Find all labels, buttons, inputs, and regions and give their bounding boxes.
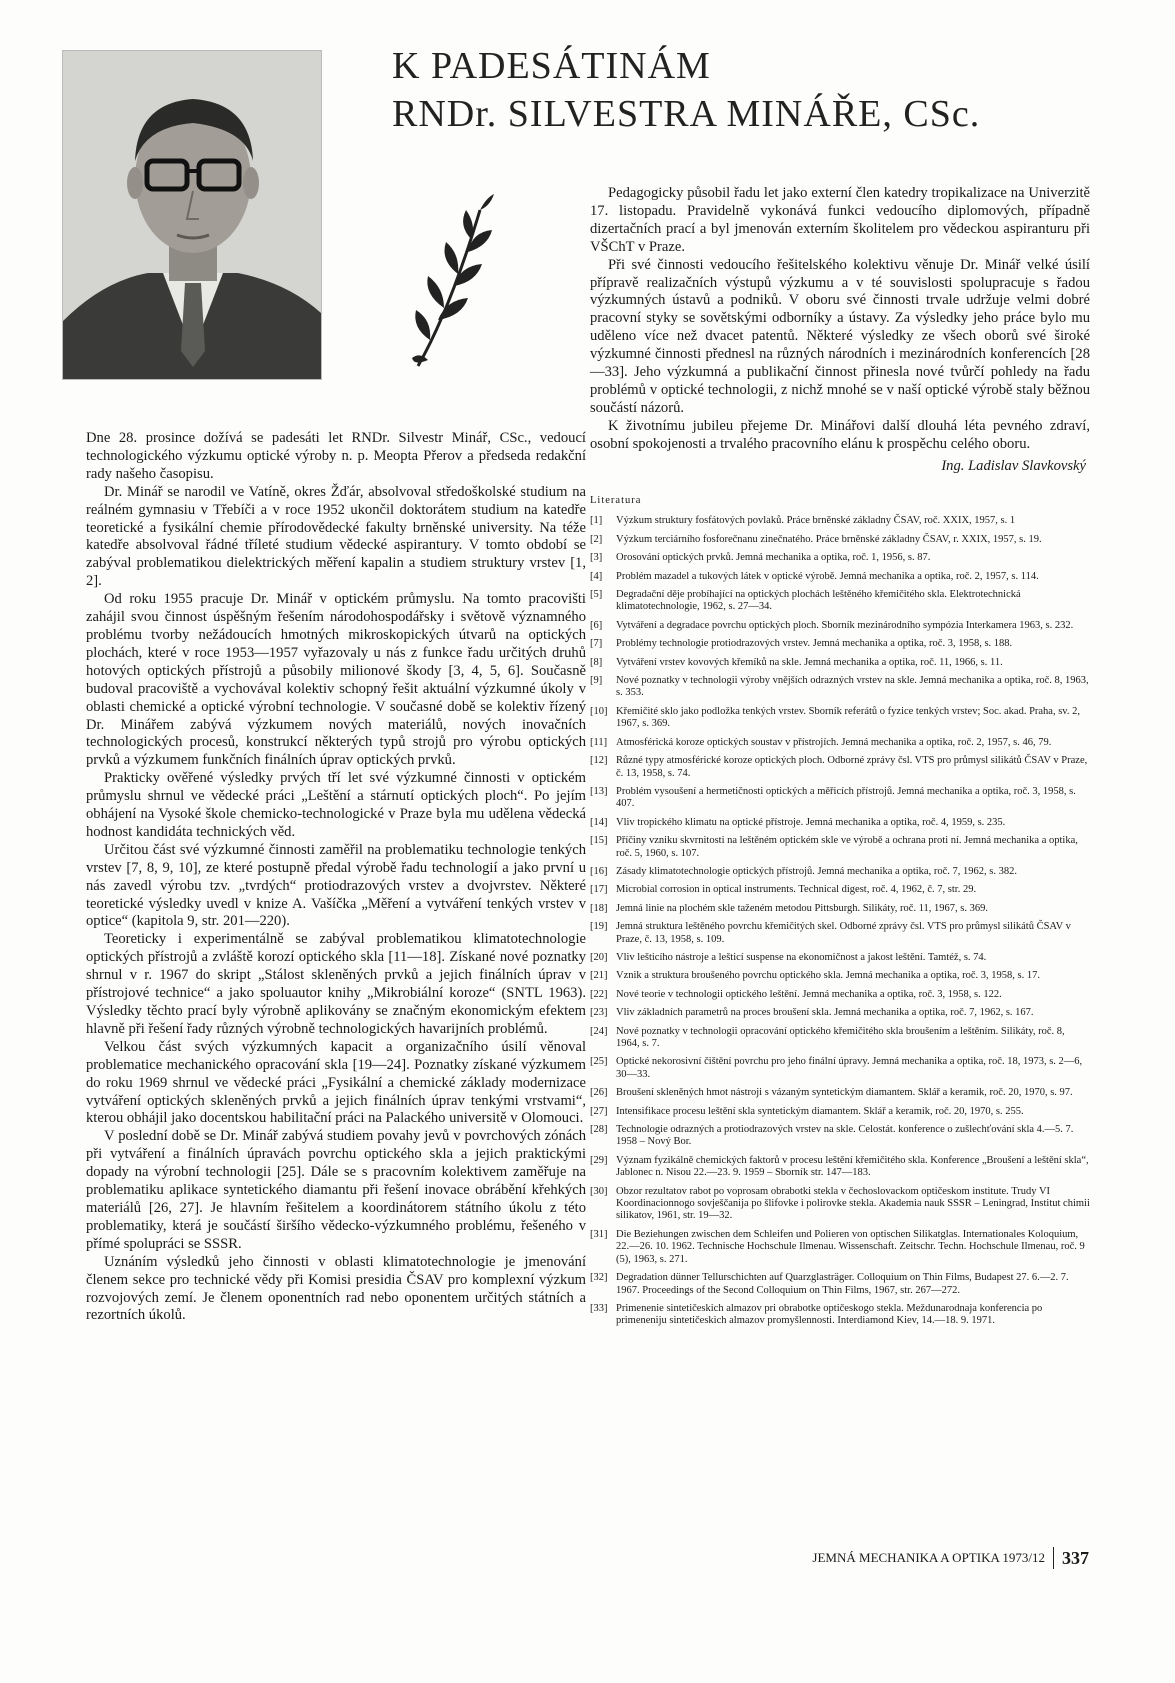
reference-text: Vliv lešticího nástroje a lešticí suspense na ekonomičnost a jakost leštění. Tamtéž, s. 74. (616, 951, 987, 963)
reference-item (590, 1007, 1090, 1019)
reference-item (590, 921, 1090, 946)
reference-number: [12] (590, 755, 608, 767)
reference-text: Problémy technologie protiodrazových vrstev. Jemná mechanika a optika, roč. 3, 1958, s. 188. (616, 638, 1013, 650)
reference-number: [24] (590, 1025, 608, 1037)
reference-text: Jemná struktura leštěného povrchu křemičitých skel. Odborné zprávy čsl. VTS pro průmysl silikátů ČSAV v Praze, č. 13, 1958, s. 109. (616, 921, 1071, 945)
reference-item (590, 589, 1090, 614)
reference-item (590, 989, 1090, 1001)
reference-text: Die Beziehungen zwischen dem Schleifen und Polieren von optischen Silikatglas. Internationales Koloquium, 22.—26. 10. 1962. Technische Hochschule Ilmenau. Wissenschaft. Zeitschr. Techn. Hochschule Ilmenau, roč. 9 (5), 1963, s. 271. (616, 1228, 1085, 1265)
reference-number: [27] (590, 1105, 608, 1117)
reference-text: Degradation dünner Tellurschichten auf Quarzglasträger. Colloquium on Thin Films, Budapest 27. 6.—2. 7. 1967. Proceedings of the Second Colloquium on Thin Films, 1967, str. 267—272. (616, 1272, 1069, 1296)
reference-text: Křemičité sklo jako podložka tenkých vrstev. Sborník referátů o fyzice tenkých vrstev; Soc. akad. Praha, sv. 2, 1967, s. 369. (616, 705, 1080, 730)
body-paragraph: Dr. Minář se narodil ve Vatíně, okres Žďár, absolvoval středoškolské studium na reálném gymnasiu v Třebíči a v roce 1952 ukončil doktorátem studium na katedře teoretické a fysikální chemie přírodovědecké fakulty brněnské university. Na téže katedře absolvoval řádné tříleté studium vědecké aspirantury. V tomto období se zabýval problematikou dielektrických měření kapalin a studiem struktury vrstev [1, 2]. (86, 483, 586, 590)
reference-text: Broušení skleněných hmot nástroji s vázaným syntetickým diamantem. Sklář a keramik, roč. 20, 1970, s. 97. (616, 1087, 1073, 1099)
reference-number: [18] (590, 902, 608, 914)
reference-item (590, 1229, 1090, 1266)
literature-heading: Literatura (590, 494, 642, 506)
reference-item (590, 1186, 1090, 1223)
reference-text: Optické nekorosivní čištění povrchu pro jeho finální úpravy. Jemná mechanika a optika, roč. 18, 1973, s. 2—6, 30—33. (616, 1056, 1083, 1080)
reference-number: [7] (590, 638, 603, 650)
reference-text: Vliv základních parametrů na proces broušení skla. Jemná mechanika a optika, roč. 7, 1962, s. 167. (616, 1007, 1034, 1019)
reference-item (590, 515, 1090, 527)
reference-text: Vliv tropického klimatu na optické přístroje. Jemná mechanika a optika, roč. 4, 1959, s. 235. (616, 816, 1006, 828)
reference-number: [26] (590, 1087, 608, 1099)
reference-number: [16] (590, 865, 608, 877)
reference-text: Příčiny vzniku skvrnitosti na leštěném optickém skle ve výrobě a ochrana proti ní. Jemná mechanika a optika, roč. 5, 1960, s. 107. (616, 835, 1078, 859)
journal-name: JEMNÁ MECHANIKA A OPTIKA 1973/12 (812, 1550, 1045, 1565)
title-line-1: K PADESÁTINÁM (392, 45, 711, 87)
reference-item (590, 706, 1090, 731)
reference-number: [11] (590, 736, 608, 748)
reference-item (590, 970, 1090, 982)
reference-text: Microbial corrosion in optical instruments. Technical digest, roč. 4, 1962, č. 7, str. 29. (616, 884, 977, 896)
body-paragraph: Od roku 1955 pracuje Dr. Minář v optickém průmyslu. Na tomto pracovišti zahájil svou činnost úspěšným řešením národohospodářsky i světově významného problému tvorby nežádoucích hmotných mikroskopických útvarů na optických plochách, které v roce 1953—1957 vyřazovaly u nás z funkce řadu určitých druhů hotových optických přístrojů a působily milionové škody [3, 4, 5, 6]. Současně budoval pracoviště a vychovával kolektiv schopný řešit aktuální výzkumné úkoly v oblasti chemické a optické výrobní technologie. V současné době se kolektiv řízený Dr. Minářem zabývá výzkumem nových materiálů, nových inovačních technologických procesů, konstrukcí některých typů strojů pro výrobu optických prvků a výzkumem funkčních finálních úprav optických prvků. (86, 591, 586, 769)
reference-item (590, 835, 1090, 860)
reference-item (590, 534, 1090, 546)
reference-number: [19] (590, 921, 608, 933)
reference-text: Orosování optických prvků. Jemná mechanika a optika, roč. 1, 1956, s. 87. (616, 552, 931, 564)
body-paragraph: Velkou část svých výzkumných kapacit a organizačního úsilí věnoval problematice mechanického opracování skla [19—24]. Poznatky získané výzkumem do roku 1969 shrnul ve vědecké práci „Fysikální a chemické základy modernizace vytváření optických skleněných prvků a jejich finálních úprav tenkými vrstvami“, kterou obhájil jako docentskou habilitační práci na Palackého universitě v Olomouci. (86, 1038, 586, 1127)
reference-item (590, 755, 1090, 780)
reference-number: [1] (590, 515, 603, 527)
reference-number: [15] (590, 835, 608, 847)
reference-number: [13] (590, 785, 608, 797)
reference-number: [30] (590, 1185, 608, 1197)
body-paragraph: Při své činnosti vedoucího řešitelského kolektivu věnuje Dr. Minář velké úsilí přípravě realizačních výstupů výzkumu a v té souvislosti spolupracuje s řadou výzkumných ústavů a podniků. V oboru své činnosti trvale udržuje velmi dobré pracovní styky se sovětskými odborníky a ústavy. Za výsledky jeho práce bylo mu uděleno více než dvacet patentů. Některé výsledky ze všech oborů své široké výzkumné činnosti přednesl na různých národních i mezinárodních konferencích [28—33]. Jeho výzkumná a publikační činnost přinesla nové tvůrčí pohledy na řadu problémů v optické technologii, z nichž mnohé se v naší optické výrobě staly běžnou součástí názorů. (590, 256, 1090, 416)
reference-number: [2] (590, 533, 603, 545)
right-column (590, 185, 1090, 1334)
reference-number: [29] (590, 1154, 608, 1166)
body-paragraph: K životnímu jubileu přejeme Dr. Minářovi další dlouhá léta pevného zdraví, osobní spokojenosti a trvalého pracovního elánu k prospěchu celého oboru. (590, 417, 1090, 452)
reference-number: [22] (590, 988, 608, 1000)
reference-number: [9] (590, 675, 603, 687)
body-paragraph: Určitou část své výzkumné činnosti zaměřil na problematiku technologie tenkých vrstev [7, 8, 9, 10], ze které postupně předal výrobě řadu technologií a jako první u nás zavedl výrobu tzv. „tvrdých“ protiodrazových vrstev a dvojvrstev. Některé teoretické výsledky uvedl v knize A. Vašíčka „Měření a vytváření tenkých vrstev v optice“ (kapitola 9, str. 201—220). (86, 841, 586, 930)
reference-item (590, 620, 1090, 632)
reference-item (590, 552, 1090, 564)
reference-item (590, 1106, 1090, 1118)
reference-number: [10] (590, 705, 608, 717)
reference-text: Technologie odrazných a protiodrazových vrstev na skle. Celostát. konference o zušlechťování skla 4.—5. 7. 1958 – Nový Bor. (616, 1124, 1074, 1148)
reference-item (590, 1087, 1090, 1099)
reference-number: [31] (590, 1228, 608, 1240)
reference-text: Zásady klimatotechnologie optických přístrojů. Jemná mechanika a optika, roč. 7, 1962, s. 382. (616, 865, 1017, 877)
body-paragraph: Teoreticky i experimentálně se zabýval problematikou klimatotechnologie optických přístrojů a zvláště korozí optického skla [11—18]. Získané nové poznatky shrnul v r. 1967 do skript „Stálost skleněných prvků a jejich finálních úprav v přístrojové technice“ a jako spoluautor knihy „Mikrobiální koroze“ (SNTL 1963). Výsledky těchto prací byly výrobně aplikovány se značným ekonomickým efektem hlavně při řešení řady různých výrobně technologických havarijních problémů. (86, 931, 586, 1037)
reference-item (590, 786, 1090, 811)
reference-item (590, 952, 1090, 964)
reference-text: Výzkum struktury fosfátových povlaků. Práce brněnské základny ČSAV, roč. XXIX, 1957, s. 1 (616, 515, 1016, 527)
reference-text: Obzor rezultatov rabot po voprosam obrabotki stekla v čechoslovackom optičeskom institute. Trudy VI Koordinacionnogo sovješčanija po šlifovke i polirovke stekla. Akademia nauk SSSR – Leningrad, Institut chimii silikatov, 1961, str. 19—32. (616, 1185, 1090, 1222)
reference-item (590, 817, 1090, 829)
reference-number: [3] (590, 552, 603, 564)
reference-text: Intensifikace procesu leštění skla syntetickým diamantem. Sklář a keramik, roč. 20, 1970, s. 255. (616, 1105, 1024, 1117)
reference-text: Výzkum terciárního fosforečnanu zinečnatého. Práce brněnské základny ČSAV, r. XXIX, 1957, s. 19. (616, 533, 1042, 545)
author-signature: Ing. Ladislav Slavkovský (941, 457, 1086, 474)
footer-divider (1053, 1547, 1054, 1569)
reference-number: [17] (590, 884, 608, 896)
reference-text: Nové poznatky v technologii opracování optického křemičitého skla broušením a leštěním. Silikáty, roč. 8, 1964, s. 7. (616, 1025, 1065, 1049)
reference-text: Různé typy atmosférické koroze optických ploch. Odborné zprávy čsl. VTS pro průmysl silikátů ČSAV v Praze, č. 13, 1958, s. 74. (616, 755, 1088, 779)
reference-text: Jemná linie na plochém skle taženém metodou Pittsburgh. Silikáty, roč. 11, 1967, s. 369. (616, 902, 989, 914)
reference-item (590, 866, 1090, 878)
reference-text: Význam fyzikálně chemických faktorů v procesu leštění křemičitého skla. Konference „Broušení a leštění skla“, Jablonec n. Nisou 22.—23. 9. 1959 – Sborník str. 147—183. (616, 1154, 1089, 1179)
reference-item (590, 571, 1090, 583)
reference-text: Problém vysoušení a hermetičnosti optických a měřicích přístrojů. Jemná mechanika a optika, roč. 3, 1958, s. 407. (616, 785, 1076, 810)
reference-number: [21] (590, 970, 608, 982)
reference-item (590, 1303, 1090, 1328)
body-paragraph: Uznáním výsledků jeho činnosti v oblasti klimatotechnologie je jmenování členem sekce pro technické vědy při Komisi presidia ČSAV pro komplexní výzkum rozvojových zemí. Je členem oponentních rad nebo oponentem určitých státních a rezortních úkolů. (86, 1253, 586, 1324)
reference-number: [8] (590, 656, 603, 668)
reference-item (590, 638, 1090, 650)
reference-text: Atmosférická koroze optických soustav v přístrojích. Jemná mechanika a optika, roč. 2, 1957, s. 46, 79. (616, 736, 1052, 748)
body-paragraph: Prakticky ověřené výsledky prvých tří let své výzkumné činnosti v optickém průmyslu shrnul ve vědecké práci „Leštění a stárnutí optických ploch“. Po jejím obhájení na Vysoké škole chemicko-technologické v Praze byla mu udělena vědecká hodnost kandidáta technických věd. (86, 770, 586, 840)
reference-text: Problém mazadel a tukových látek v optické výrobě. Jemná mechanika a optika, roč. 2, 1957, s. 114. (616, 570, 1039, 582)
reference-text: Degradační děje probíhající na optických plochách leštěného křemičitého skla. Elektrotechnická klimatotechnologie, 1962, s. 27—34. (616, 589, 1021, 613)
reference-number: [23] (590, 1007, 608, 1019)
reference-item (590, 657, 1090, 669)
portrait-photo (62, 50, 322, 380)
reference-number: [32] (590, 1272, 608, 1284)
reference-number: [28] (590, 1124, 608, 1136)
title-line-2: RNDr. SILVESTRA MINÁŘE, CSc. (392, 93, 981, 135)
reference-text: Vznik a struktura broušeného povrchu optického skla. Jemná mechanika a optika, roč. 3, 1958, s. 17. (616, 970, 1040, 982)
reference-item (590, 1272, 1090, 1297)
reference-item (590, 884, 1090, 896)
reference-number: [33] (590, 1302, 608, 1314)
reference-item (590, 1056, 1090, 1081)
article-title (392, 42, 980, 138)
page-footer (812, 1547, 1089, 1569)
reference-list (590, 515, 1090, 1327)
reference-text: Primenenie sintetičeskich almazov pri obrabotke optičeskogo stekla. Meždunarodnaja konferencia po primeneniju sintetičeskich almazov promyšlennosti. Interdiamond Kiev, 14.—18. 9. 1971. (616, 1302, 1043, 1327)
reference-number: [14] (590, 816, 608, 828)
body-paragraph: Pedagogicky působil řadu let jako externí člen katedry tropikalizace na Univerzitě 17. listopadu. Pravidelně vykonává funkci vedoucího diplomových, případně dizertačních prací a byl jmenován externím školitelem pro vědeckou aspiranturu při VŠChT v Praze. (590, 185, 1090, 255)
reference-text: Vytváření vrstev kovových křemíků na skle. Jemná mechanika a optika, roč. 11, 1966, s. 11. (616, 656, 1003, 668)
reference-item (590, 903, 1090, 915)
body-paragraph: Dne 28. prosince dožívá se padesáti let RNDr. Silvestr Minář, CSc., vedoucí technologického výzkumu optické výroby n. p. Meopta Přerov a předseda redakční rady našeho časopisu. (86, 430, 586, 482)
page-number: 337 (1062, 1547, 1089, 1568)
portrait-illustration (63, 51, 321, 379)
laurel-branch-ornament (410, 190, 500, 370)
body-paragraph: V poslední době se Dr. Minář zabývá studiem povahy jevů v povrchových zónách při vytváření a finálních úpravách povrchu optického skla a jejich praktickými dopady na výrobní technologii [25]. Dále se s pracovním kolektivem zaměřuje na problematiku aplikace syntetického diamantu při řešení inovace obrábění křehkých materiálů [26, 27]. Je hlavním řešitelem a koordinátorem státního úkolu z této problematiky, která je součástí širšího vědecko-výzkumného problému, řešeného v přímé spolupráci se SSSR. (86, 1128, 586, 1252)
reference-item (590, 1155, 1090, 1180)
left-column (86, 430, 586, 1325)
reference-number: [5] (590, 589, 603, 601)
reference-number: [4] (590, 570, 603, 582)
reference-item (590, 675, 1090, 700)
reference-number: [20] (590, 951, 608, 963)
reference-number: [25] (590, 1056, 608, 1068)
reference-item (590, 1026, 1090, 1051)
reference-number: [6] (590, 619, 603, 631)
reference-text: Nové poznatky v technologii výroby vnějších odrazných vrstev na skle. Jemná mechanika a optika, roč. 8, 1963, s. 353. (616, 675, 1089, 699)
reference-item (590, 737, 1090, 749)
reference-text: Vytváření a degradace povrchu optických ploch. Sborník mezinárodního sympózia Interkamera 1963, s. 232. (616, 619, 1074, 631)
reference-item (590, 1124, 1090, 1149)
reference-text: Nové teorie v technologii optického leštění. Jemná mechanika a optika, roč. 3, 1958, s. 122. (616, 988, 1002, 1000)
